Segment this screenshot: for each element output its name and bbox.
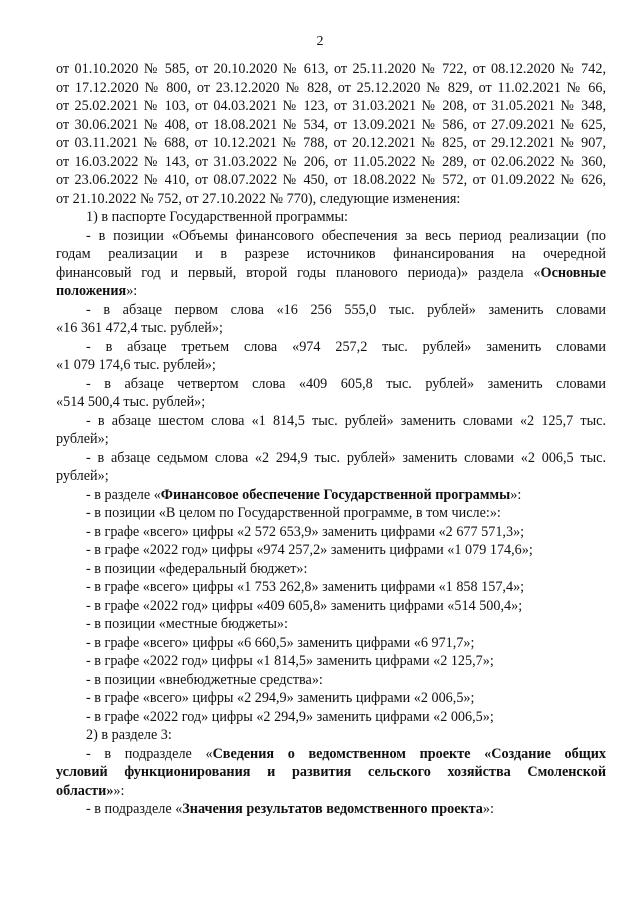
seventh-paragraph-line: - в абзаце седьмом слова «2 294,9 тыс. рублей» заменить словами «2 006,5 тыс.: [86, 449, 606, 466]
sixth-paragraph-line: рублей»;: [56, 431, 109, 447]
intro-line: от 01.10.2020 № 585, от 20.10.2020 № 613, от 25.11.2020 № 722, от 08.12.2020 № 742,: [56, 61, 606, 77]
list-item: - в графе «всего» цифры «2 572 653,9» заменить цифрами «2 677 571,3»;: [86, 523, 525, 540]
third-paragraph-line: - в абзаце третьем слова «974 257,2 тыс. рублей» заменить словами: [86, 338, 606, 355]
list-item: - в графе «всего» цифры «2 294,9» заменить цифрами «2 006,5»;: [86, 690, 475, 706]
list-item: - в графе «2022 год» цифры «1 814,5» заменить цифрами «2 125,7»;: [86, 653, 494, 669]
subsection-name-bold: Значения результатов ведомственного проекта: [182, 801, 483, 817]
volume-paragraph-line: [56, 282, 606, 301]
first-paragraph-line: - в абзаце первом слова «16 256 555,0 тыс. рублей» заменить словами: [86, 301, 606, 318]
subsection-text: - в подразделе «: [86, 745, 213, 762]
intro-line: от 16.03.2022 № 143, от 31.03.2022 № 206, от 11.05.2022 № 289, от 02.06.2022 № 360,: [56, 153, 606, 170]
subsection-1-line: условий функционирования и развития сельского хозяйства Смоленской: [56, 764, 606, 780]
first-paragraph-line: «16 361 472,4 тыс. рублей»;: [56, 320, 223, 336]
subsection-1-line: [56, 782, 606, 801]
section-name-bold: Финансовое обеспечение Государственной программы: [160, 486, 511, 503]
list-item: - в позиции «внебюджетные средства»:: [86, 671, 323, 688]
sixth-paragraph-line: - в абзаце шестом слова «1 814,5 тыс. рублей» заменить словами «2 125,7 тыс.: [86, 412, 606, 429]
page-number: 2: [316, 34, 324, 49]
volume-paragraph-line: [56, 264, 606, 283]
fourth-paragraph-line: «514 500,4 тыс. рублей»;: [56, 394, 206, 410]
seventh-paragraph-line: рублей»;: [56, 468, 109, 484]
subsection-name-bold: Сведения о ведомственном проекте «Создание общих: [212, 745, 606, 762]
document-body: [56, 60, 606, 819]
item-1-heading: 1) в паспорте Государственной программы:: [86, 209, 349, 225]
list-item: - в позиции «федеральный бюджет»:: [86, 560, 308, 577]
financing-text: »:: [510, 486, 522, 503]
third-paragraph-line: «1 079 174,6 тыс. рублей»;: [56, 357, 216, 373]
volume-text: »:: [126, 283, 138, 299]
fourth-paragraph-line: - в абзаце четвертом слова «409 605,8 тыс. рублей» заменить словами: [86, 375, 606, 392]
list-item: - в графе «2022 год» цифры «2 294,9» заменить цифрами «2 006,5»;: [86, 708, 494, 725]
intro-line: от 23.06.2022 № 410, от 08.07.2022 № 450, от 18.08.2022 № 572, от 01.09.2022 № 626,: [56, 172, 606, 188]
item-2-heading: 2) в разделе 3:: [86, 727, 172, 743]
intro-line: от 30.06.2021 № 408, от 18.08.2021 № 534, от 13.09.2021 № 586, от 27.09.2021 № 625,: [56, 116, 606, 133]
volume-paragraph-line: годам реализации и в разрезе источников финансирования на очередной: [56, 246, 606, 262]
subsection-text: - в подразделе «: [86, 801, 183, 817]
intro-line: от 03.11.2021 № 688, от 10.12.2021 № 788, от 20.12.2021 № 825, от 29.12.2021 № 907,: [56, 135, 606, 151]
subsection-1-line: [56, 745, 606, 764]
subsection-text: »:: [482, 801, 494, 817]
subsection-name-bold: области»: [56, 782, 114, 799]
volume-text: финансовый год и первый, второй годы планового периода)» раздела «: [56, 264, 541, 281]
list-item: - в позиции «В целом по Государственной программе, в том числе:»:: [86, 505, 501, 521]
list-item: - в позиции «местные бюджеты»:: [86, 616, 288, 632]
volume-paragraph-line: - в позиции «Объемы финансового обеспечения за весь период реализации (по: [86, 227, 606, 244]
section-name-bold: Основные: [540, 264, 606, 281]
intro-line: от 21.10.2022 № 752, от 27.10.2022 № 770), следующие изменения:: [56, 190, 461, 207]
financing-section-heading: [56, 486, 606, 505]
financing-text: - в разделе «: [86, 486, 161, 503]
intro-line: от 25.02.2021 № 103, от 04.03.2021 № 123, от 31.03.2021 № 208, от 31.05.2021 № 348,: [56, 98, 606, 114]
subsection-2-line: [56, 800, 606, 819]
subsection-text: »:: [113, 782, 125, 799]
list-item: - в графе «всего» цифры «1 753 262,8» заменить цифрами «1 858 157,4»;: [86, 579, 525, 595]
intro-line: от 17.12.2020 № 800, от 23.12.2020 № 828, от 25.12.2020 № 829, от 11.02.2021 № 66,: [56, 79, 606, 96]
section-name-bold: положения: [56, 283, 127, 299]
list-item: - в графе «2022 год» цифры «974 257,2» заменить цифрами «1 079 174,6»;: [86, 542, 533, 558]
list-item: - в графе «2022 год» цифры «409 605,8» заменить цифрами «514 500,4»;: [86, 597, 523, 614]
list-item: - в графе «всего» цифры «6 660,5» заменить цифрами «6 971,7»;: [86, 634, 475, 651]
